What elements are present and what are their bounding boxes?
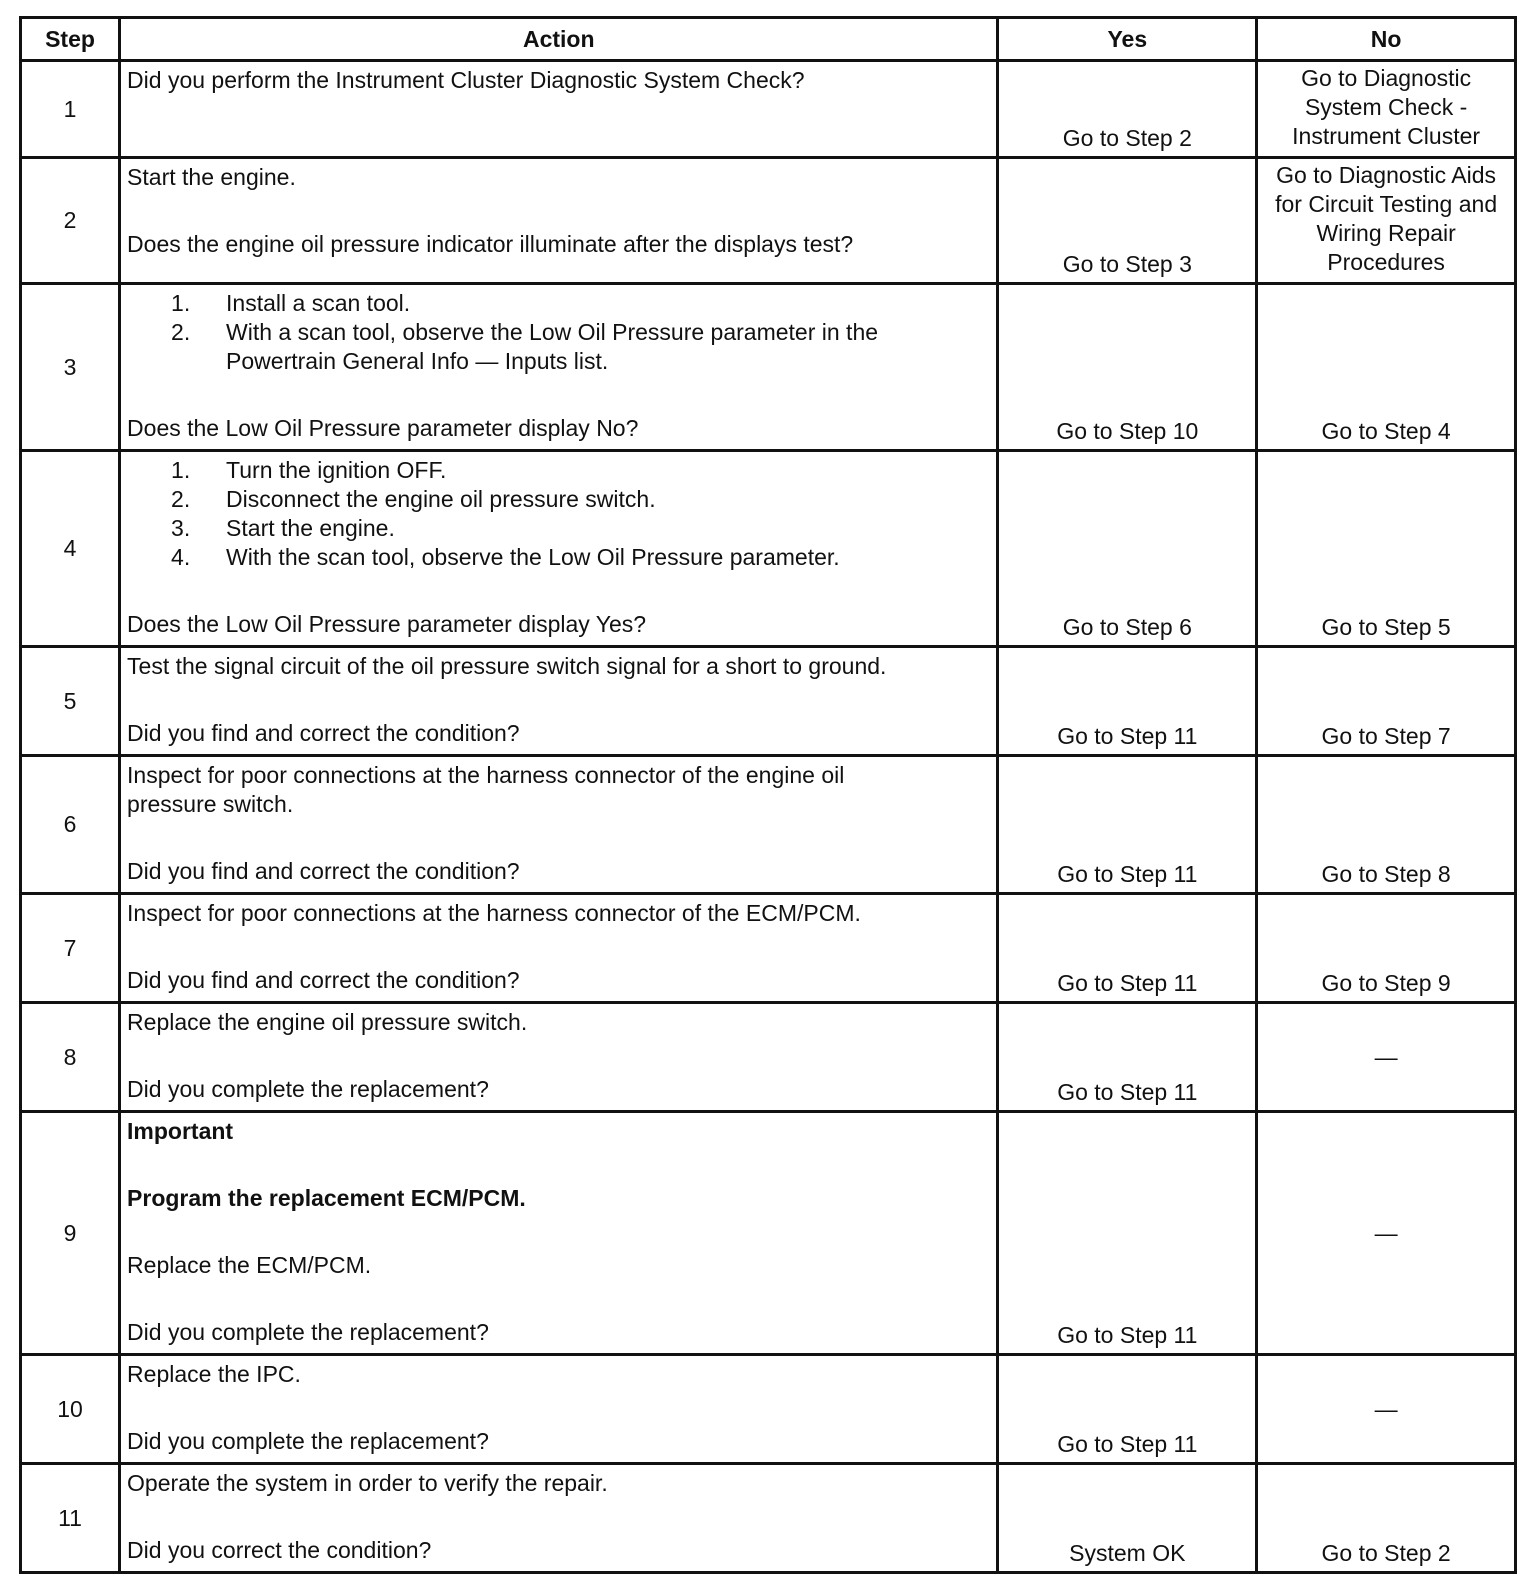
step-number: 4 [21,451,120,647]
list-text: With a scan tool, observe the Low Oil Pressure parameter in the Powertrain General Info — Inputs list. [226,319,879,374]
yes-cell [998,756,1257,894]
step-number: 1 [21,61,120,158]
list-text: With the scan tool, observe the Low Oil Pressure parameter. [226,544,840,570]
no-link[interactable]: Go to Step 7 [1321,723,1451,749]
step-number: 7 [21,894,120,1003]
action-cell [120,284,998,451]
step-number: 6 [21,756,120,894]
list-text: Start the engine. [226,515,395,541]
no-cell [1257,61,1516,158]
table-row [21,1355,1516,1464]
diagnostic-table [19,16,1517,1574]
no-cell [1257,1464,1516,1573]
action-question: Did you complete the replacement? [127,1428,489,1454]
table-row [21,1464,1516,1573]
action-text: Replace the ECM/PCM. [127,1252,372,1278]
table-row [21,647,1516,756]
step-number: 3 [21,284,120,451]
table-row [21,1112,1516,1355]
no-cell [1257,756,1516,894]
action-question: Did you find and correct the condition? [127,967,520,993]
action-text: Inspect for poor connections at the harness connector of the ECM/PCM. [127,900,861,926]
yes-link[interactable]: Go to Step 3 [1062,251,1192,277]
action-question: Did you find and correct the condition? [127,858,520,884]
action-text: Replace the engine oil pressure switch. [127,1009,528,1035]
list-item [127,543,990,572]
action-text: Inspect for poor connections at the harness connector of the engine oil pressure switch. [127,762,845,817]
action-cell [120,158,998,284]
no-cell [1257,894,1516,1003]
no-link[interactable]: Go to Diagnostic Aids for Circuit Testing and Wiring Repair Procedures [1275,162,1498,275]
no-cell [1257,1112,1516,1355]
list-item [127,514,990,543]
list-text: Install a scan tool. [226,290,411,316]
list-item [127,318,990,376]
table-row [21,61,1516,158]
action-text: Test the signal circuit of the oil pressure switch signal for a short to ground. [127,653,887,679]
action-question: Does the Low Oil Pressure parameter display Yes? [127,611,647,637]
header-row [21,18,1516,61]
header-action: Action [120,18,998,61]
list-item [127,456,990,485]
action-question: Did you complete the replacement? [127,1076,489,1102]
no-link[interactable]: Go to Diagnostic System Check - Instrument Cluster [1292,65,1481,149]
yes-link[interactable]: Go to Step 10 [1056,418,1199,444]
action-cell [120,1464,998,1573]
yes-cell [998,1003,1257,1112]
action-text: Start the engine. [127,164,296,190]
header-no: No [1257,18,1516,61]
list-number: 2. [171,486,191,512]
no-cell [1257,451,1516,647]
action-cell [120,1112,998,1355]
no-cell [1257,284,1516,451]
table-row [21,451,1516,647]
no-action-dash: — [1374,1043,1398,1070]
action-text: Replace the IPC. [127,1361,301,1387]
action-cell [120,1355,998,1464]
list-item [127,289,990,318]
action-cell [120,756,998,894]
table-row [21,284,1516,451]
yes-link[interactable]: Go to Step 11 [1057,1322,1198,1348]
no-cell [1257,1003,1516,1112]
table-row [21,1003,1516,1112]
action-cell [120,451,998,647]
table-row [21,158,1516,284]
no-link[interactable]: Go to Step 5 [1321,614,1451,640]
step-number: 9 [21,1112,120,1355]
list-number: 2. [171,319,191,345]
no-cell [1257,158,1516,284]
yes-link[interactable]: Go to Step 11 [1057,1431,1198,1457]
action-question: Does the Low Oil Pressure parameter display No? [127,415,639,441]
yes-cell [998,451,1257,647]
yes-link[interactable]: Go to Step 11 [1057,1079,1198,1105]
important-text: Program the replacement ECM/PCM. [127,1185,526,1211]
list-number: 4. [171,544,191,570]
yes-cell [998,647,1257,756]
no-link[interactable]: Go to Step 8 [1321,861,1451,887]
yes-link[interactable]: Go to Step 11 [1057,970,1198,996]
action-question: Does the engine oil pressure indicator illuminate after the displays test? [127,231,854,257]
yes-cell [998,61,1257,158]
yes-cell [998,158,1257,284]
action-cell [120,1003,998,1112]
yes-cell [998,1355,1257,1464]
numbered-list [127,456,990,572]
step-number: 5 [21,647,120,756]
step-number: 11 [21,1464,120,1573]
no-cell [1257,1355,1516,1464]
table-row [21,894,1516,1003]
no-link[interactable]: Go to Step 4 [1321,418,1451,444]
yes-cell [998,894,1257,1003]
yes-link[interactable]: Go to Step 11 [1057,723,1198,749]
step-number: 2 [21,158,120,284]
step-number: 8 [21,1003,120,1112]
list-item [127,485,990,514]
no-action-dash: — [1374,1219,1398,1246]
action-question: Did you complete the replacement? [127,1319,489,1345]
yes-link[interactable]: Go to Step 11 [1057,861,1198,887]
yes-cell [998,284,1257,451]
yes-cell [998,1464,1257,1573]
no-link[interactable]: Go to Step 9 [1321,970,1451,996]
yes-cell [998,1112,1257,1355]
no-action-dash: — [1374,1395,1398,1422]
step-number: 10 [21,1355,120,1464]
yes-link[interactable]: Go to Step 2 [1062,125,1192,151]
important-label: Important [127,1118,234,1144]
action-text: Operate the system in order to verify the repair. [127,1470,608,1496]
list-text: Disconnect the engine oil pressure switch. [226,486,656,512]
list-number: 1. [171,290,191,316]
action-cell [120,61,998,158]
yes-link[interactable]: System OK [1069,1540,1186,1566]
list-text: Turn the ignition OFF. [226,457,447,483]
action-question: Did you find and correct the condition? [127,720,520,746]
table-row [21,756,1516,894]
list-number: 1. [171,457,191,483]
no-link[interactable]: Go to Step 2 [1321,1540,1451,1566]
action-cell [120,647,998,756]
yes-link[interactable]: Go to Step 6 [1062,614,1192,640]
action-text: Did you perform the Instrument Cluster Diagnostic System Check? [127,67,805,93]
list-number: 3. [171,515,191,541]
action-cell [120,894,998,1003]
no-cell [1257,647,1516,756]
header-yes: Yes [998,18,1257,61]
header-step: Step [21,18,120,61]
action-question: Did you correct the condition? [127,1537,432,1563]
numbered-list [127,289,990,376]
